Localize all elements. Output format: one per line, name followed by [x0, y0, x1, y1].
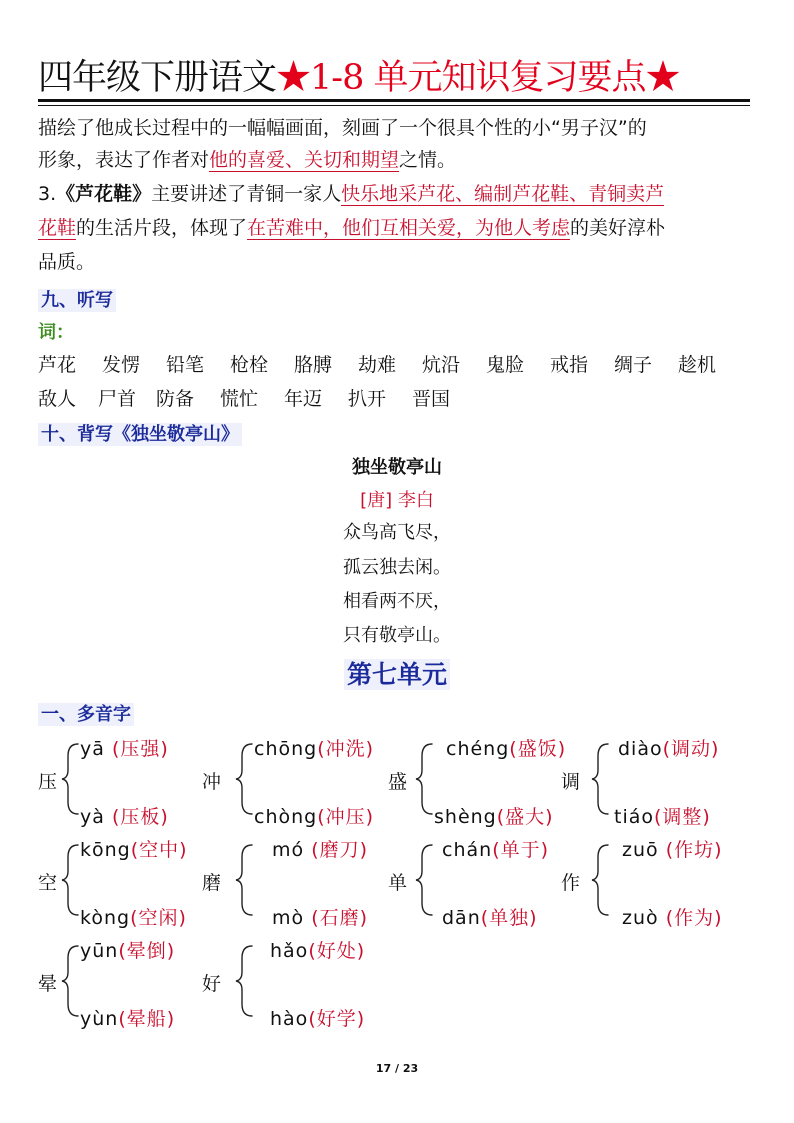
poly-char: 压	[38, 771, 58, 793]
item3-red1: 快乐地采芦花、编制芦花鞋、青铜卖芦	[341, 183, 665, 205]
pinyin-top: diào(调动)	[618, 738, 720, 760]
pinyin-top: yā (压强)	[80, 738, 169, 760]
word: 炕沿	[422, 354, 461, 376]
pinyin-top: chōng(冲洗)	[254, 738, 375, 760]
pinyin-top: zuō (作坊)	[622, 839, 723, 861]
pinyin-bottom: kòng(空闲)	[80, 907, 187, 929]
item3-red2: 在苦难中，他们互相关爱，为他人考虑	[247, 217, 571, 239]
item3-num: 3.	[38, 183, 57, 205]
title-highlight: ★1-8 单元知识复习要点★	[276, 58, 680, 98]
pinyin-bottom: yùn(晕船)	[80, 1008, 176, 1030]
item3-line-1	[38, 179, 664, 209]
poly-char: 磨	[202, 872, 222, 894]
dictation-heading: 九、听写	[38, 286, 116, 312]
brace-icon	[592, 845, 608, 915]
brace-icon	[416, 845, 432, 915]
poly-char: 盛	[388, 771, 408, 793]
word: 发愣	[102, 354, 141, 376]
brace-icon	[416, 744, 432, 814]
poem-author: [唐] 李白	[360, 490, 434, 511]
pinyin-top: chán(单于)	[442, 839, 550, 861]
brace-icon	[62, 744, 78, 814]
poem-title: 独坐敬亭山	[352, 457, 442, 478]
pinyin-bottom: shèng(盛大)	[434, 806, 554, 828]
item3-text1: 主要讲述了青铜一家人	[151, 183, 342, 205]
word: 扒开	[348, 388, 387, 410]
poem-line: 相看两不厌，	[343, 591, 451, 612]
recite-heading: 十、背写《独坐敬亭山》	[38, 420, 242, 446]
pinyin-bottom: chòng(冲压)	[254, 806, 375, 828]
item3-red1b: 花鞋	[38, 217, 77, 239]
item3-book: 《芦花鞋》	[56, 183, 152, 205]
intro-red-phrase: 他的喜爱、关切和期望	[209, 149, 400, 171]
pinyin-bottom: mò (石磨)	[272, 907, 369, 929]
brace-icon	[62, 845, 78, 915]
intro-line-2	[38, 145, 456, 175]
title-rule-thin	[38, 105, 750, 106]
pinyin-top: chéng(盛饭)	[446, 738, 567, 760]
poly-char: 冲	[202, 771, 222, 793]
polyphone-heading: 一、多音字	[38, 700, 134, 726]
item3-line-2	[38, 213, 665, 243]
pinyin-bottom: zuò (作为)	[622, 907, 723, 929]
word: 尸首	[98, 388, 137, 410]
pinyin-bottom: dān(单独)	[442, 907, 538, 929]
pinyin-bottom: yà (压板)	[80, 806, 169, 828]
page-number: 17 / 23	[375, 1062, 419, 1075]
dictation-label: 词：	[38, 322, 74, 343]
brace-icon	[236, 845, 252, 915]
pinyin-bottom: hào(好学)	[270, 1008, 366, 1030]
pinyin-top: hǎo(好处)	[270, 940, 366, 962]
word: 晋国	[412, 388, 451, 410]
pinyin-top: kōng(空中)	[80, 839, 188, 861]
poly-char: 好	[202, 973, 222, 995]
word: 芦花	[38, 354, 77, 376]
word: 枪栓	[230, 354, 269, 376]
word: 年迈	[284, 388, 323, 410]
word: 鬼脸	[486, 354, 525, 376]
unit-title: 第七单元	[0, 655, 794, 691]
word: 敌人	[38, 388, 77, 410]
brace-icon	[62, 946, 78, 1016]
pinyin-top: yūn(晕倒)	[80, 940, 176, 962]
word: 趁机	[678, 354, 717, 376]
poly-char: 调	[561, 771, 581, 793]
poly-char: 单	[388, 872, 408, 894]
word: 胳膊	[294, 354, 333, 376]
poem-line: 众鸟高飞尽，	[343, 522, 451, 543]
item3-text2: 的生活片段，体现了	[76, 217, 248, 239]
word: 防备	[156, 388, 195, 410]
word: 戒指	[550, 354, 589, 376]
title-main: 四年级下册语文	[38, 58, 277, 98]
title-rule-thick	[38, 99, 750, 102]
word: 铅笔	[166, 354, 205, 376]
brace-icon	[236, 744, 252, 814]
page-title	[38, 56, 680, 100]
item3-text3: 的美好淳朴	[570, 217, 666, 239]
brace-icon	[592, 744, 608, 814]
intro-line-2-pre: 形象，表达了作者对	[38, 149, 210, 171]
poly-char: 晕	[38, 973, 58, 995]
poem-line: 只有敬亭山。	[343, 625, 451, 646]
item3-line-3: 品质。	[38, 251, 96, 273]
poem-line: 孤云独去闲。	[343, 557, 451, 578]
dictation-row-1	[38, 350, 738, 377]
poly-char: 作	[561, 872, 581, 894]
poly-char: 空	[38, 872, 58, 894]
pinyin-bottom: tiáo(调整)	[614, 806, 711, 828]
intro-line-1: 描绘了他成长过程中的一幅幅画面，刻画了一个很具个性的小“男子汉”的	[38, 117, 647, 139]
brace-icon	[236, 946, 252, 1016]
intro-line-2-post: 之情。	[399, 149, 457, 171]
word: 绸子	[614, 354, 653, 376]
pinyin-top: mó (磨刀)	[272, 839, 369, 861]
dictation-row-2	[38, 384, 476, 411]
word: 劫难	[358, 354, 397, 376]
word: 慌忙	[220, 388, 259, 410]
